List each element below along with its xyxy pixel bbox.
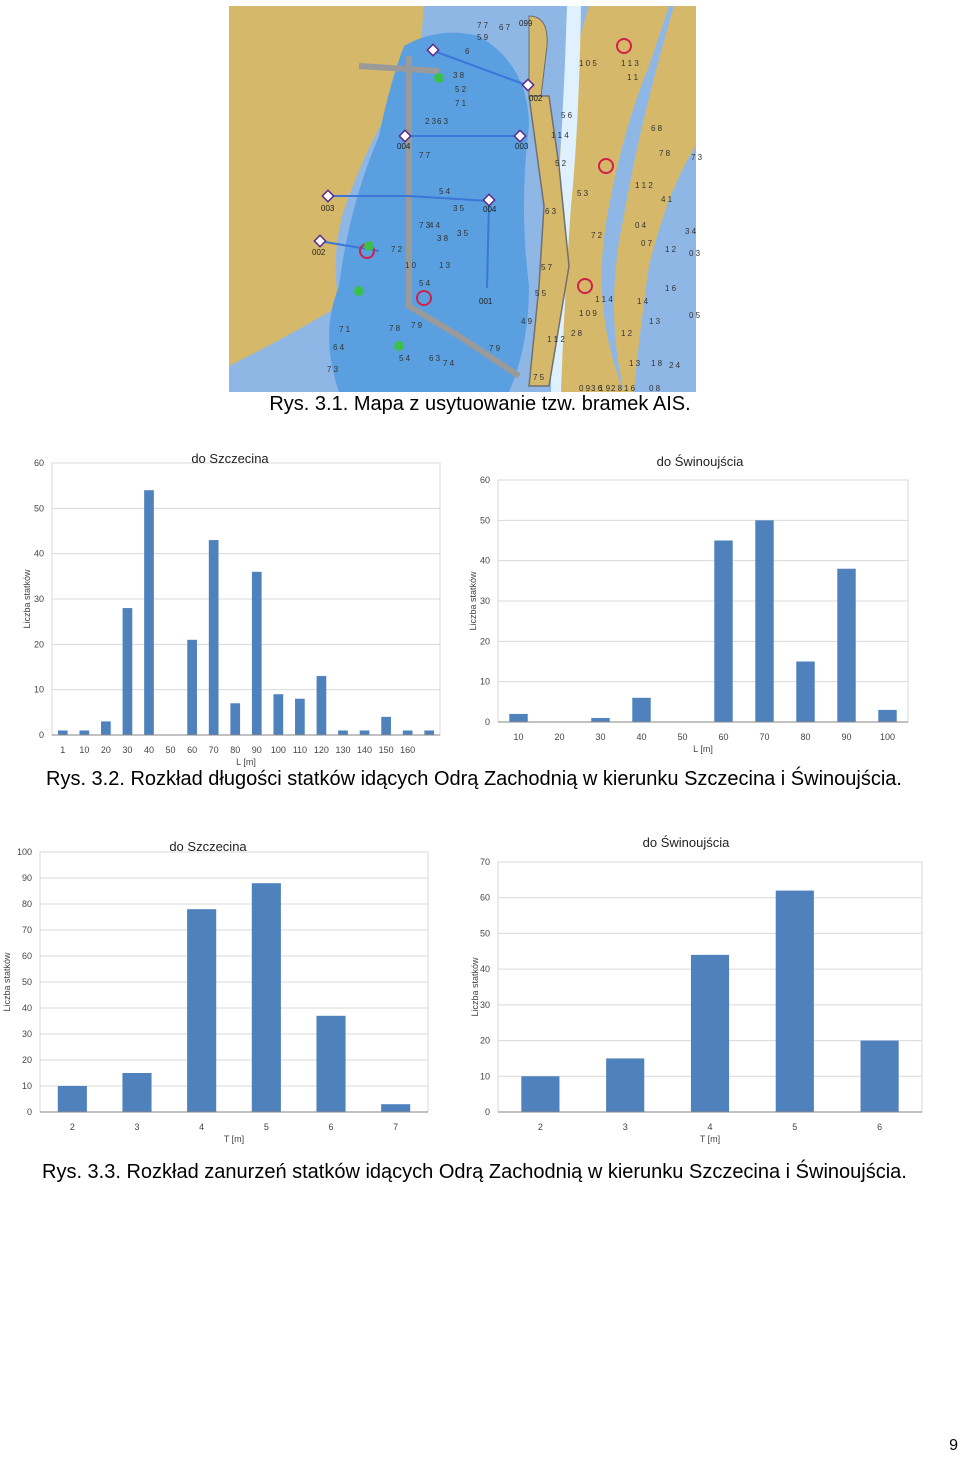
chart-length-swinoujscie — [462, 450, 922, 770]
bar — [714, 541, 732, 723]
depth-sounding: 1 0 5 — [579, 59, 597, 68]
depth-sounding: 1 3 — [649, 317, 661, 326]
depth-sounding: 7 3 — [419, 221, 431, 230]
bar — [295, 699, 305, 735]
x-tick-label: 90 — [251, 745, 262, 755]
x-tick-label: 20 — [100, 745, 111, 755]
x-tick-label: 130 — [335, 745, 351, 755]
y-tick-label: 60 — [479, 892, 490, 903]
depth-sounding: 3 8 — [453, 71, 465, 80]
bar — [58, 1086, 87, 1112]
depth-sounding: 7 8 — [389, 324, 401, 333]
y-tick-label: 20 — [479, 1035, 490, 1046]
y-tick-label: 40 — [479, 964, 490, 975]
bar — [317, 676, 327, 735]
x-tick-label: 6 — [328, 1122, 334, 1132]
x-tick-label: 50 — [677, 732, 688, 742]
depth-sounding: 1 1 2 — [635, 181, 653, 190]
depth-sounding: 5 4 — [399, 354, 411, 363]
y-tick-label: 20 — [21, 1055, 32, 1065]
depth-sounding: 6 3 — [429, 354, 441, 363]
depth-sounding: 4 1 — [661, 195, 673, 204]
y-tick-label: 50 — [479, 515, 490, 526]
svg-text:004: 004 — [483, 205, 497, 214]
y-tick-label: 10 — [479, 1071, 490, 1082]
bar — [252, 572, 262, 735]
chart-title: do Świnoujścia — [656, 454, 744, 469]
bar — [252, 883, 281, 1112]
depth-sounding: 1 2 — [621, 329, 633, 338]
x-axis-label: T [m] — [699, 1134, 721, 1144]
x-axis-label: L [m] — [693, 744, 713, 754]
y-tick-label: 30 — [33, 594, 44, 604]
x-tick-label: 4 — [707, 1122, 713, 1132]
bar — [187, 640, 197, 735]
bar — [144, 490, 154, 735]
y-tick-label: 10 — [33, 684, 44, 695]
depth-sounding: 2 8 — [571, 329, 583, 338]
x-tick-label: 30 — [122, 745, 133, 755]
depth-sounding: 5 4 — [439, 187, 451, 196]
svg-text:001: 001 — [479, 297, 493, 306]
depth-sounding: 7 2 — [591, 231, 603, 240]
svg-text:003: 003 — [515, 142, 529, 151]
depth-sounding: 3 5 — [457, 229, 469, 238]
svg-text:002: 002 — [312, 248, 326, 257]
bar — [691, 955, 729, 1112]
depth-sounding: 7 1 — [339, 325, 351, 334]
x-tick-label: 80 — [800, 732, 811, 742]
depth-sounding: 6 4 — [333, 343, 345, 352]
y-axis-label: Liczba statków — [468, 571, 478, 631]
x-tick-label: 60 — [718, 732, 729, 742]
x-tick-label: 160 — [400, 745, 416, 755]
bar — [796, 662, 814, 723]
x-tick-label: 2 — [69, 1122, 75, 1132]
x-tick-label: 40 — [143, 745, 155, 755]
depth-sounding: 0 8 — [649, 384, 661, 393]
bar — [509, 714, 527, 722]
y-tick-label: 30 — [479, 596, 490, 606]
y-tick-label: 0 — [26, 1107, 32, 1117]
depth-sounding: 3 4 — [685, 227, 697, 236]
chart-title: do Szczecina — [169, 839, 247, 854]
bar — [58, 730, 68, 735]
chart-draught-swinoujscie — [462, 828, 937, 1150]
depth-sounding: 3 5 — [453, 204, 465, 213]
depth-sounding: 2 3 — [425, 117, 437, 126]
depth-sounding: 6 7 — [499, 23, 511, 32]
depth-sounding: 1 1 4 — [551, 131, 569, 140]
depth-sounding: 7 3 — [327, 365, 339, 374]
depth-sounding: 1 3 — [629, 359, 641, 368]
x-tick-label: 10 — [79, 745, 90, 755]
x-tick-label: 140 — [357, 745, 373, 755]
chart-title: do Szczecina — [191, 451, 269, 466]
depth-sounding: 5 5 — [535, 289, 547, 298]
y-tick-label: 60 — [33, 458, 44, 468]
bar — [360, 730, 370, 735]
y-tick-label: 40 — [33, 548, 44, 559]
depth-sounding: 2 4 — [669, 361, 681, 370]
depth-sounding: 1 1 — [627, 73, 639, 82]
depth-sounding: 4 9 — [521, 317, 533, 326]
depth-sounding: 7 7 — [419, 151, 431, 160]
y-tick-label: 0 — [38, 730, 44, 740]
x-tick-label: 60 — [187, 745, 198, 755]
x-tick-label: 10 — [513, 732, 524, 742]
depth-sounding: 5 4 — [419, 279, 431, 288]
depth-sounding: 5 7 — [541, 263, 553, 272]
x-tick-label: 3 — [134, 1122, 140, 1132]
figure-caption-3-2: Rys. 3.2. Rozkład długości statków idących Odrą Zachodnią w kierunku Szczecina i Świnoujścia. — [46, 768, 902, 790]
y-tick-label: 0 — [484, 1107, 490, 1117]
x-tick-label: 150 — [378, 745, 394, 755]
depth-sounding: 6 8 — [651, 124, 663, 133]
y-axis-label: Liczba statków — [2, 952, 12, 1012]
page-number: 9 — [949, 1437, 958, 1454]
y-tick-label: 50 — [479, 928, 490, 939]
y-tick-label: 0 — [484, 717, 490, 727]
chart-draught-szczecin — [0, 832, 460, 1150]
y-axis-label: Liczba statków — [22, 569, 32, 629]
depth-sounding: 7 5 — [533, 373, 545, 382]
x-axis-label: L [m] — [236, 757, 256, 767]
ais-gates-map — [229, 6, 703, 393]
y-tick-label: 70 — [479, 857, 490, 867]
depth-sounding: 2 8 — [611, 384, 623, 393]
depth-sounding: 0 5 — [689, 311, 701, 320]
depth-sounding: 7 1 — [455, 99, 467, 108]
x-tick-label: 70 — [208, 745, 219, 755]
y-tick-label: 60 — [479, 475, 490, 485]
depth-sounding: 1 1 4 — [595, 295, 613, 304]
bar — [878, 710, 896, 722]
depth-sounding: 5 6 — [561, 111, 573, 120]
bar — [316, 1016, 345, 1112]
x-tick-label: 100 — [270, 745, 286, 755]
bar — [187, 909, 216, 1112]
depth-sounding: 5 2 — [555, 159, 567, 168]
svg-text:003: 003 — [321, 204, 335, 213]
depth-sounding: 7 4 — [443, 359, 455, 368]
depth-sounding: 7 2 — [391, 245, 403, 254]
bar — [101, 721, 111, 735]
depth-sounding: 7 9 — [489, 344, 501, 353]
bar — [521, 1076, 559, 1112]
x-tick-label: 100 — [879, 732, 896, 742]
depth-sounding: 0 9 — [579, 384, 591, 393]
depth-sounding: 5 9 — [477, 33, 489, 42]
depth-sounding: 0 3 — [689, 249, 701, 258]
y-tick-label: 50 — [33, 503, 44, 514]
depth-sounding: 7 3 — [691, 153, 703, 162]
bar — [861, 1041, 899, 1112]
y-tick-label: 50 — [21, 977, 32, 987]
x-tick-label: 120 — [313, 745, 329, 755]
bar — [381, 717, 391, 735]
x-tick-label: 70 — [759, 732, 770, 742]
depth-sounding: 0 4 — [635, 221, 647, 230]
y-tick-label: 20 — [479, 636, 490, 647]
bar — [122, 1073, 151, 1112]
y-tick-label: 20 — [33, 639, 44, 650]
figure-caption-3-1: Rys. 3.1. Mapa z usytuowanie tzw. bramek AIS. — [269, 393, 691, 415]
bar — [424, 730, 434, 735]
depth-sounding: 1 0 — [405, 261, 417, 270]
x-tick-label: 20 — [554, 732, 565, 742]
depth-sounding: 6 3 — [545, 207, 557, 216]
bar — [591, 718, 609, 722]
y-tick-label: 30 — [21, 1029, 32, 1039]
depth-sounding: 6 3 — [437, 117, 449, 126]
bar — [606, 1058, 644, 1112]
bar — [403, 730, 413, 735]
depth-sounding: 1 6 — [665, 284, 677, 293]
bar — [755, 520, 773, 722]
x-tick-label: 1 — [60, 745, 66, 755]
bar — [273, 694, 283, 735]
y-tick-label: 70 — [21, 925, 32, 935]
x-tick-label: 5 — [263, 1122, 269, 1132]
x-axis-label: T [m] — [223, 1134, 245, 1144]
bar — [230, 703, 240, 735]
depth-sounding: 1 0 9 — [579, 309, 597, 318]
x-tick-label: 2 — [537, 1122, 543, 1132]
x-tick-label: 7 — [393, 1122, 399, 1132]
bar — [79, 730, 89, 735]
x-tick-label: 4 — [199, 1122, 205, 1132]
y-tick-label: 60 — [21, 951, 32, 961]
depth-sounding: 7 9 — [411, 321, 423, 330]
y-tick-label: 40 — [479, 555, 490, 566]
svg-text:002: 002 — [529, 94, 543, 103]
x-tick-label: 30 — [595, 732, 606, 742]
bar — [381, 1104, 410, 1112]
y-tick-label: 40 — [21, 1003, 32, 1013]
depth-sounding: 3 8 — [437, 234, 449, 243]
depth-sounding: 1 8 — [651, 359, 663, 368]
depth-sounding: 6 — [465, 47, 470, 56]
y-tick-label: 100 — [16, 847, 32, 857]
chart-title: do Świnoujścia — [642, 835, 730, 850]
y-tick-label: 90 — [21, 873, 32, 883]
y-tick-label: 10 — [479, 676, 490, 687]
y-tick-label: 10 — [21, 1081, 32, 1091]
depth-sounding: 1 9 — [599, 384, 611, 393]
y-tick-label: 30 — [479, 999, 490, 1010]
x-tick-label: 110 — [292, 745, 308, 755]
x-tick-label: 50 — [165, 745, 176, 755]
depth-sounding: 5 2 — [455, 85, 467, 94]
x-tick-label: 40 — [636, 732, 647, 742]
y-axis-label: Liczba statków — [470, 957, 480, 1017]
chart-length-szczecin — [0, 445, 460, 770]
depth-sounding: 1 1 3 — [621, 59, 639, 68]
x-tick-label: 5 — [792, 1122, 798, 1132]
depth-sounding: 0 7 — [641, 239, 653, 248]
x-tick-label: 80 — [230, 745, 241, 755]
depth-sounding: 7 8 — [659, 149, 671, 158]
bar — [123, 608, 133, 735]
depth-sounding: 1 1 2 — [547, 335, 565, 344]
depth-sounding: 4 4 — [429, 221, 441, 230]
x-tick-label: 6 — [877, 1122, 883, 1132]
bar — [338, 730, 348, 735]
depth-sounding: 1 6 — [624, 384, 636, 393]
figure-caption-3-3: Rys. 3.3. Rozkład zanurzeń statków idących Odrą Zachodnią w kierunku Szczecina i Świnoujścia. — [42, 1161, 907, 1183]
depth-sounding: 1 2 — [665, 245, 677, 254]
depth-sounding: 5 3 — [577, 189, 589, 198]
svg-text:004: 004 — [397, 142, 411, 151]
depth-sounding: 1 3 — [439, 261, 451, 270]
svg-text:099: 099 — [519, 19, 533, 28]
x-tick-label: 90 — [841, 732, 852, 742]
bar — [776, 891, 814, 1112]
bar — [632, 698, 650, 722]
depth-sounding: 7 7 — [477, 21, 489, 30]
bar — [209, 540, 219, 735]
bar — [837, 569, 855, 722]
depth-sounding: 3 6 — [591, 384, 603, 393]
depth-sounding: 1 4 — [637, 297, 649, 306]
x-tick-label: 3 — [622, 1122, 628, 1132]
y-tick-label: 80 — [21, 899, 32, 909]
